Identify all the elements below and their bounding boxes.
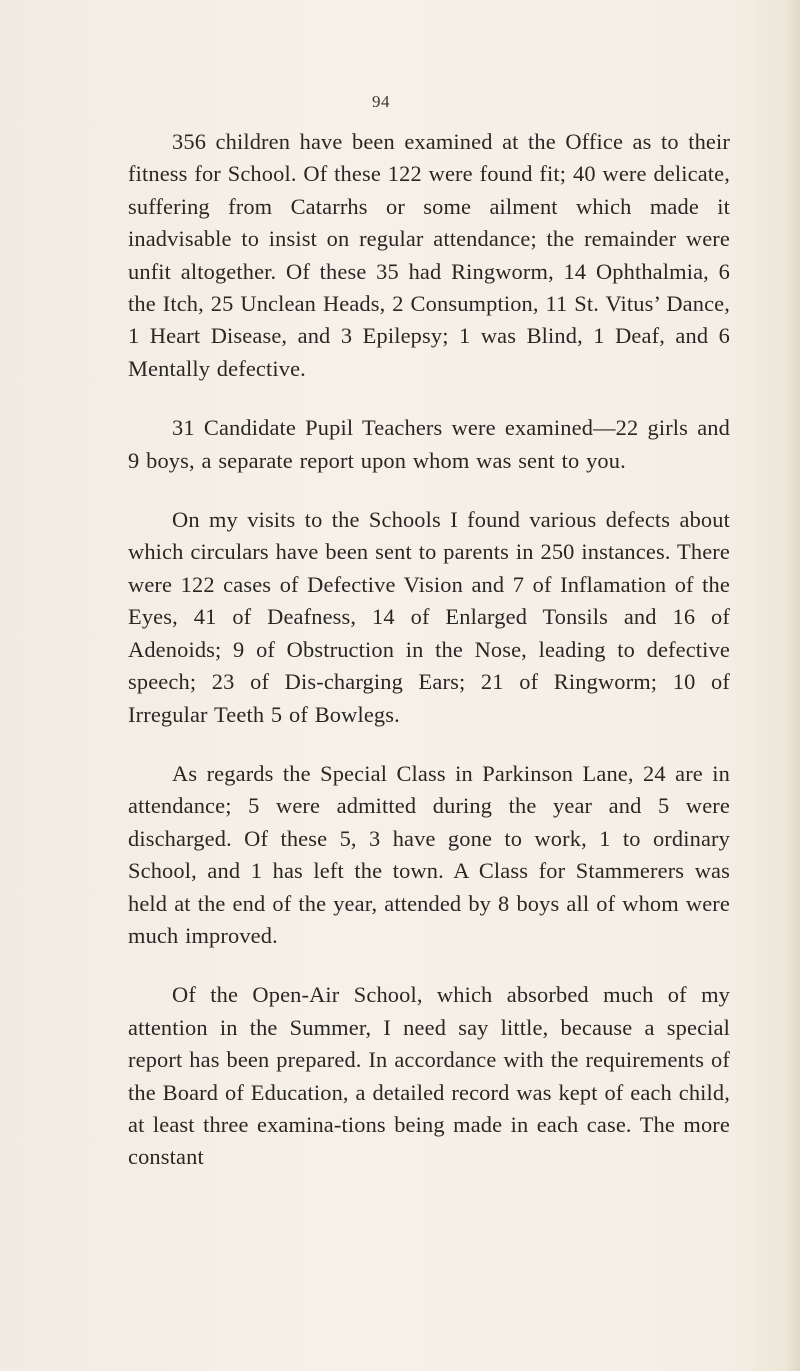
body-text xyxy=(128,126,730,1201)
page-number: 94 xyxy=(372,92,390,111)
paragraph-special-class: As regards the Special Class in Parkinson Lane, 24 are in attendance; 5 were admitted during the year and 5 were discharged. Of these 5, 3 have gone to work, 1 to ordinary School, and 1 has left the town. A Class for Stammerers was held at the end of the year, attended by 8 boys all of whom were much improved. xyxy=(128,760,730,948)
page-edge-shadow xyxy=(786,0,800,1371)
paragraph-children-examined: 356 children have been examined at the Office as to their fitness for School. Of these 122 were found fit; 40 were delicate, suffering from Catarrhs or some ailment which made it inadvisable to insist on regular attendance; the remainder were unfit altogether. Of these 35 had Ringworm, 14 Ophthalmia, 6 the Itch, 25 Unclean Heads, 2 Consumption, 11 St. Vitus’ Dance, 1 Heart Disease, and 3 Epilepsy; 1 was Blind, 1 Deaf, and 6 Mentally defective. xyxy=(128,129,730,381)
paragraph-open-air-school: Of the Open-Air School, which absorbed much of my attention in the Summer, I need say little, because a special report has been prepared. In accordance with the requirements of the Board of Education, a detailed record was kept of each child, at least three examina-tions being made in each case. The more constant xyxy=(128,982,730,1170)
paragraph-school-visits: On my visits to the Schools I found various defects about which circulars have been sent to parents in 250 instances. There were 122 cases of Defective Vision and 7 of Inflamation of the Eyes, 41 of Deafness, 14 of Enlarged Tonsils and 16 of Adenoids; 9 of Obstruction in the Nose, leading to defective speech; 23 of Dis-charging Ears; 21 of Ringworm; 10 of Irregular Teeth 5 of Bowlegs. xyxy=(128,507,730,727)
paragraph-pupil-teachers: 31 Candidate Pupil Teachers were examined—22 girls and 9 boys, a separate report upon whom was sent to you. xyxy=(128,415,730,473)
